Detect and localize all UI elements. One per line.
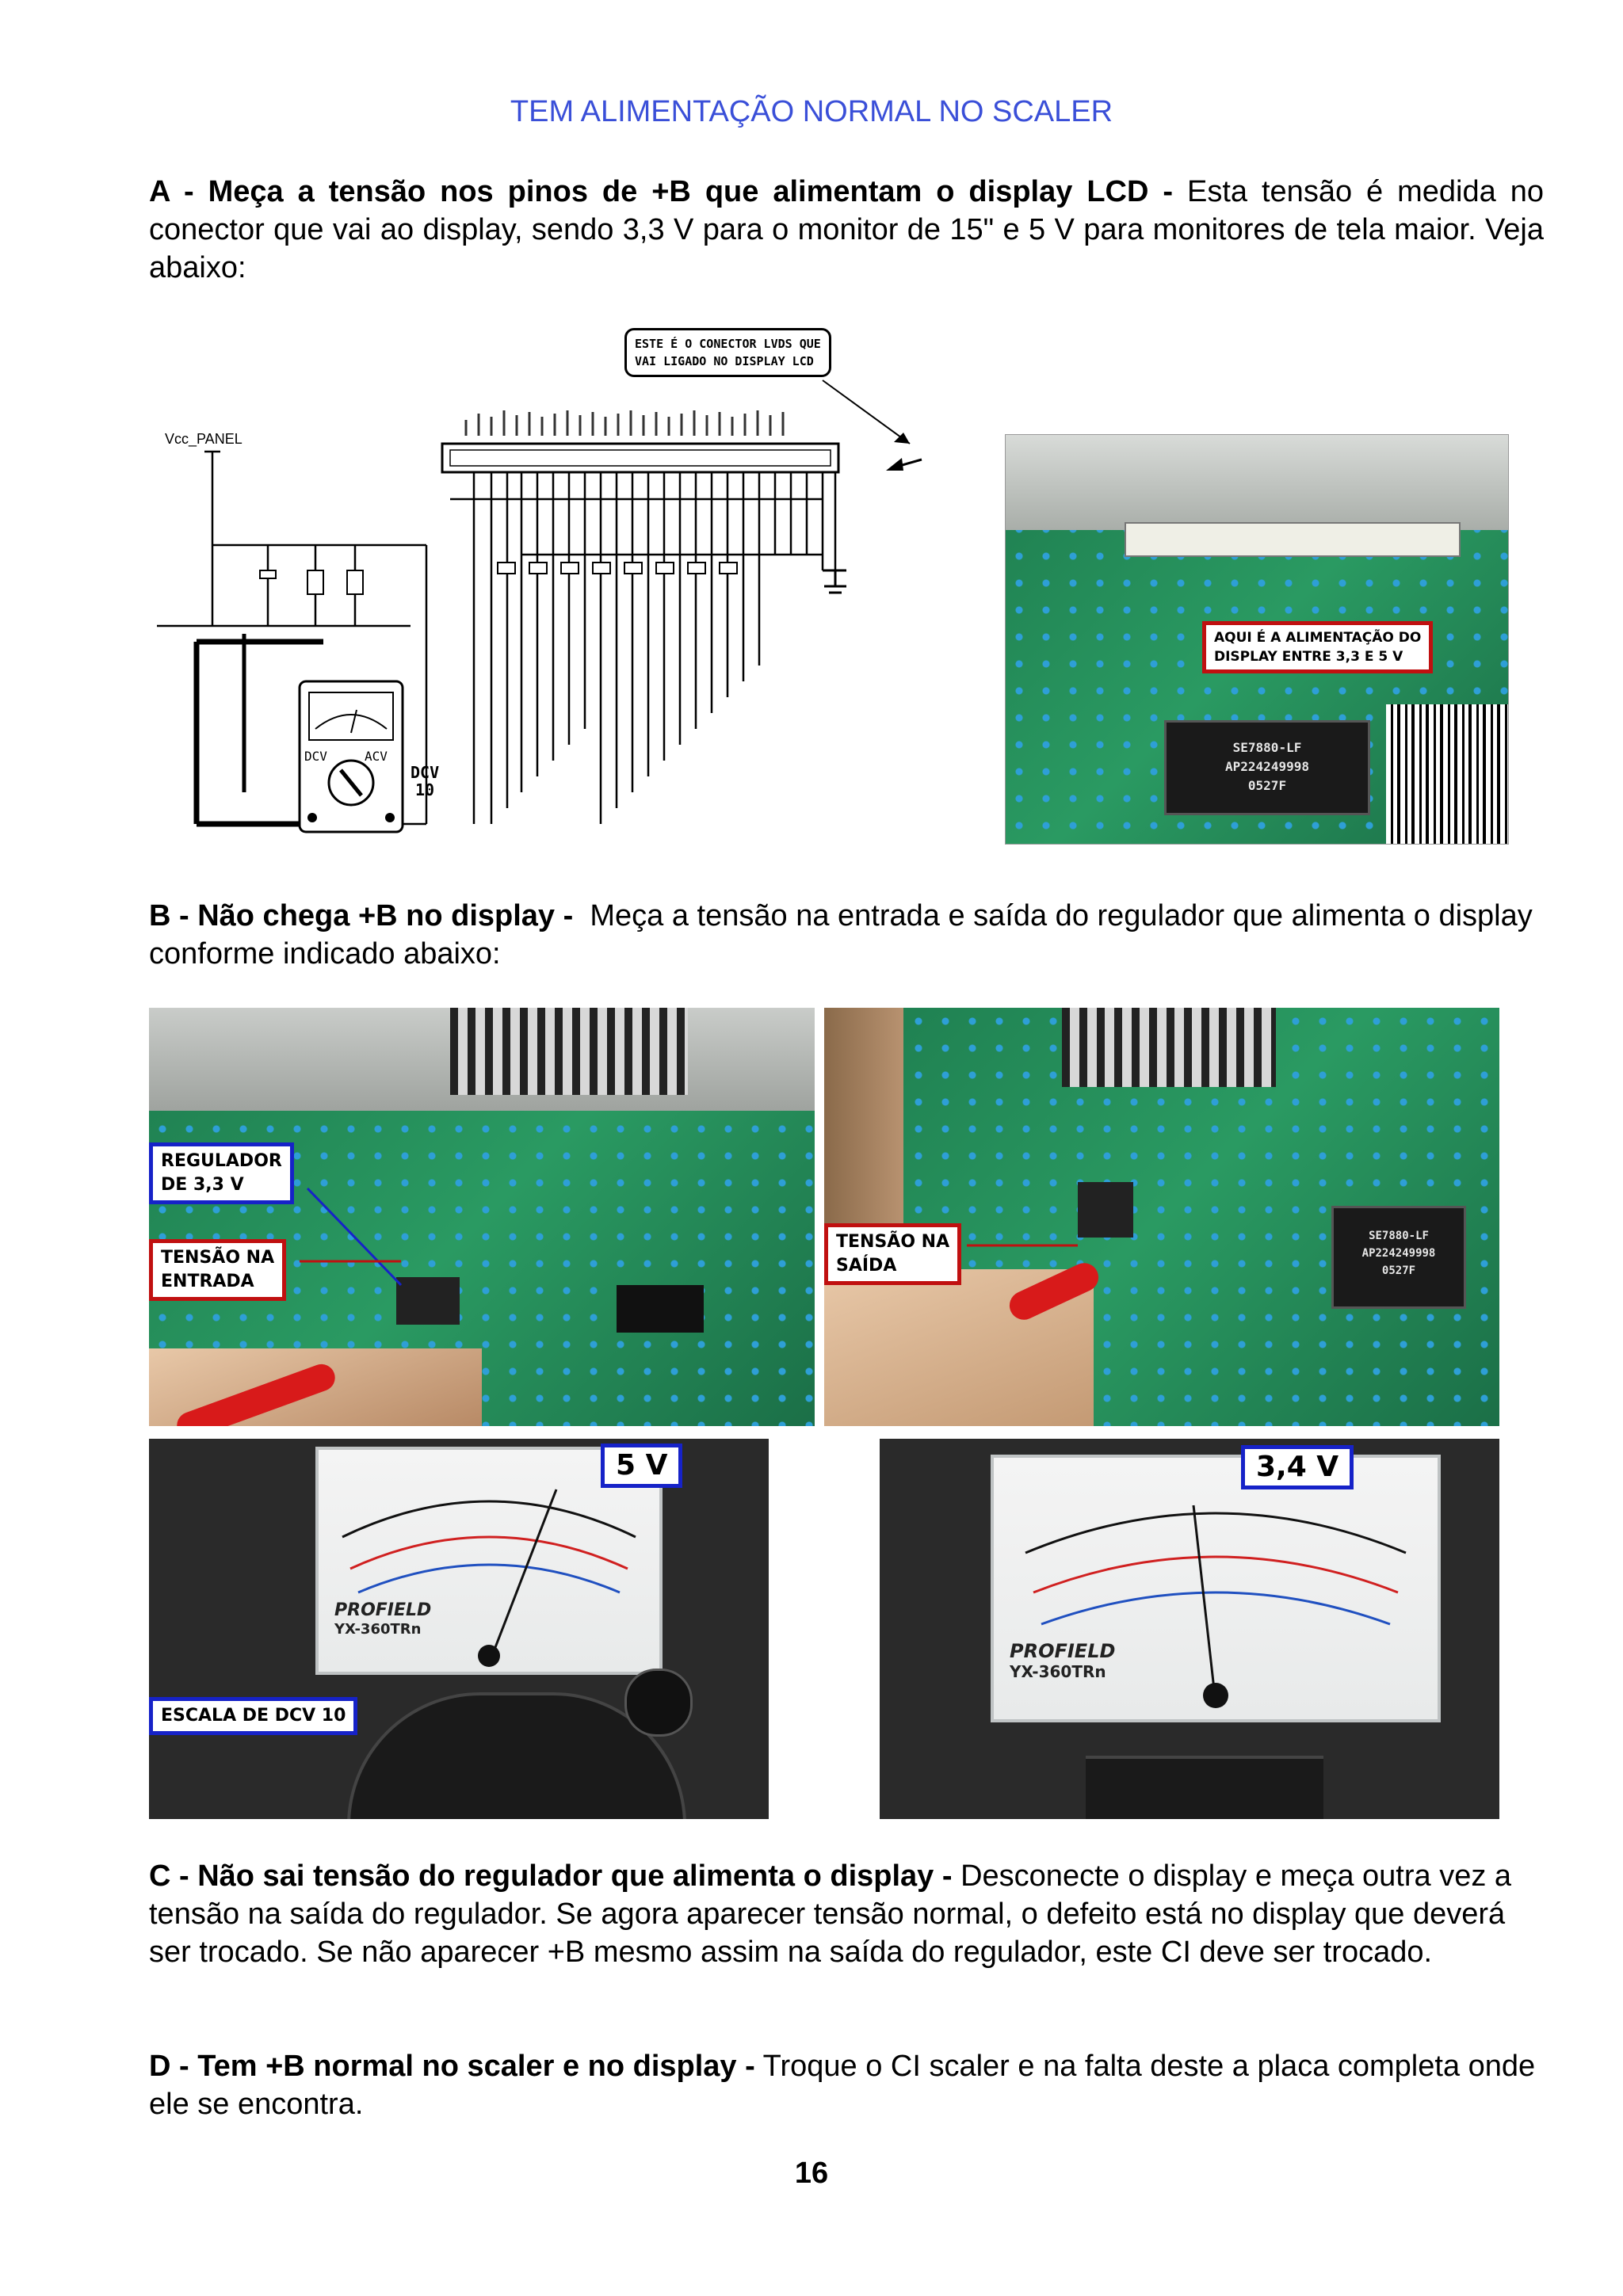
photo-meter-3-4v <box>880 1439 1499 1819</box>
meter-brand: PROFIELD <box>334 1600 432 1620</box>
photo-meter-5v <box>149 1439 769 1819</box>
meter-acv-label: ACV <box>365 749 388 764</box>
regulator-line1: REGULADOR <box>161 1151 282 1171</box>
schematic-drawing <box>149 317 941 840</box>
chip-line2: AP224249998 <box>1225 759 1309 774</box>
scaler-chip <box>1164 720 1370 815</box>
output-line2: SAÍDA <box>836 1256 897 1276</box>
chip-line3: 0527F <box>1247 778 1287 793</box>
photo-lvds-connector <box>1005 434 1509 845</box>
lvds-connector-callout <box>624 328 831 377</box>
reading-3-4v: 3,4 V <box>1241 1445 1354 1489</box>
display-power-line1: AQUI É A ALIMENTAÇÃO DO <box>1214 630 1422 646</box>
photo-regulator-input <box>149 1008 815 1426</box>
range-label-10: 10 <box>415 780 435 799</box>
section-c-text: Desconecte o display e meça outra vez a tensão na saída do regulador. Se agora aparecer tensão normal, o defeito está no display que deverá ser trocado. Se não aparecer +B mesmo assim na saída do regulador, este CI deve ser trocado. <box>149 1859 1512 1969</box>
meter-dcv-label: DCV <box>304 749 327 764</box>
reading-5v: 5 V <box>601 1444 682 1488</box>
regulator-line2: DE 3,3 V <box>161 1175 244 1195</box>
section-d-text: Troque o CI scaler e na falta deste a placa completa onde ele se encontra. <box>149 2050 1536 2121</box>
callout-lines <box>824 1008 1499 1426</box>
photo-regulator-output <box>824 1008 1499 1426</box>
chip-line1: SE7880-LF <box>1369 1230 1429 1242</box>
range-label-dcv: DCV <box>411 763 440 782</box>
vcc-panel-label: Vcc_PANEL <box>165 431 242 447</box>
chip-line3: 0527F <box>1381 1264 1416 1277</box>
zero-adjust-knob <box>624 1669 693 1737</box>
lvds-callout-line1: ESTE É O CONECTOR LVDS QUE <box>635 337 821 351</box>
section-b-text: Meça a tensão na entrada e saída do regulador que alimenta o display conforme indicado abaixo: <box>149 899 1533 971</box>
meter-model: YX-360TRn <box>334 1621 422 1638</box>
chip-line1: SE7880-LF <box>1232 740 1302 755</box>
display-power-callout <box>1202 621 1433 673</box>
section-d-heading: D - Tem +B normal no scaler e no display - <box>149 2050 755 2083</box>
lvds-callout-line2: VAI LIGADO NO DISPLAY LCD <box>635 354 814 368</box>
lvds-connector <box>1125 522 1461 557</box>
ribbon-cable <box>1006 435 1508 530</box>
display-power-line2: DISPLAY ENTRE 3,3 E 5 V <box>1214 649 1403 665</box>
section-b-paragraph <box>149 897 1544 973</box>
meter-brand: PROFIELD <box>1010 1640 1116 1662</box>
barcode-label <box>1386 704 1508 844</box>
range-dial <box>1086 1756 1323 1819</box>
meter-model: YX-360TRn <box>1010 1662 1106 1681</box>
callout-lines <box>149 1008 815 1426</box>
lvds-schematic <box>149 317 941 840</box>
section-b-heading: B - Não chega +B no display - <box>149 899 574 933</box>
output-line1: TENSÃO NA <box>836 1232 950 1252</box>
section-a-paragraph <box>149 173 1544 287</box>
section-d-paragraph <box>149 2047 1544 2123</box>
section-c-heading: C - Não sai tensão do regulador que alimenta o display - <box>149 1859 953 1893</box>
page-title: TEM ALIMENTAÇÃO NORMAL NO SCALER <box>510 95 1113 128</box>
scale-callout: ESCALA DE DCV 10 <box>149 1697 357 1735</box>
section-c-paragraph <box>149 1857 1544 1971</box>
chip-line2: AP224249998 <box>1361 1247 1436 1260</box>
section-a-text: Esta tensão é medida no conector que vai ao display, sendo 3,3 V para o monitor de 15" e 5 V para monitores de tela maior. Veja abaixo: <box>149 175 1544 284</box>
input-line2: ENTRADA <box>161 1272 254 1291</box>
page-number: 16 <box>794 2157 829 2190</box>
section-a-heading: A - Meça a tensão nos pinos de +B que alimentam o display LCD - <box>149 175 1174 208</box>
input-line1: TENSÃO NA <box>161 1248 275 1268</box>
meter-face <box>991 1455 1441 1722</box>
